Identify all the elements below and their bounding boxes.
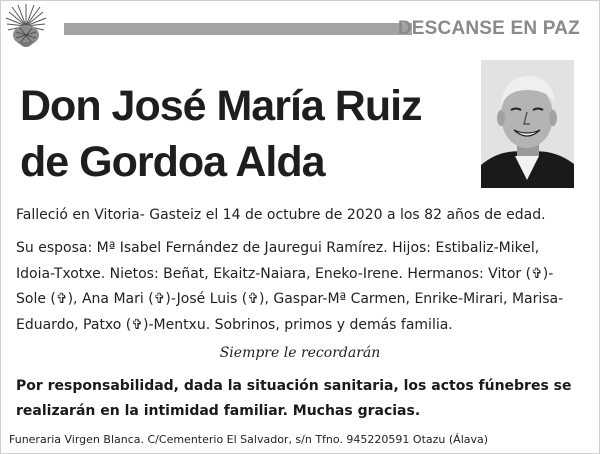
family-line: Idoia-Txotxe. Nietos: Beñat, Ekaitz-Naiara, Eneko-Irene. Hermanos: Vitor (✞)- [16,265,554,282]
family-line: Sole (✞), Ana Mari (✞)-José Luis (✞), Gaspar-Mª Carmen, Enrike-Mirari, Marisa- [16,291,564,307]
deceased-name [20,78,460,190]
header-label: DESCANSE EN PAZ [397,18,580,39]
remembrance-text: Siempre le recordarán [219,345,381,361]
notice-line: realizarán en la intimidad familiar. Muchas gracias. [16,403,421,419]
header-bar [64,23,412,35]
family-line: Eduardo, Patxo (✞)-Mentxu. Sobrinos, primos y demás familia. [16,316,453,333]
notice-line: Por responsabilidad, dada la situación sanitaria, los actos fúnebres se [16,378,572,394]
funeral-home-footer: Funeraria Virgen Blanca. C/Cementerio El Salvador, s/n Tfno. 945220591 Otazu (Álava) [9,433,489,446]
deceased-name-line-2: de Gordoa Alda [20,138,325,186]
portrait-photo [481,60,574,188]
sanitary-notice [16,374,586,424]
death-notice [16,205,586,225]
deceased-name-line-1: Don José María Ruiz [20,82,422,130]
family-list [16,236,586,338]
death-notice-text: Falleció en Vitoria- Gasteiz el 14 de octubre de 2020 a los 82 años de edad. [16,207,546,223]
family-line: Su esposa: Mª Isabel Fernández de Jauregui Ramírez. Hijos: Estibaliz-Mikel, [16,240,540,256]
thistle-icon [4,2,48,52]
